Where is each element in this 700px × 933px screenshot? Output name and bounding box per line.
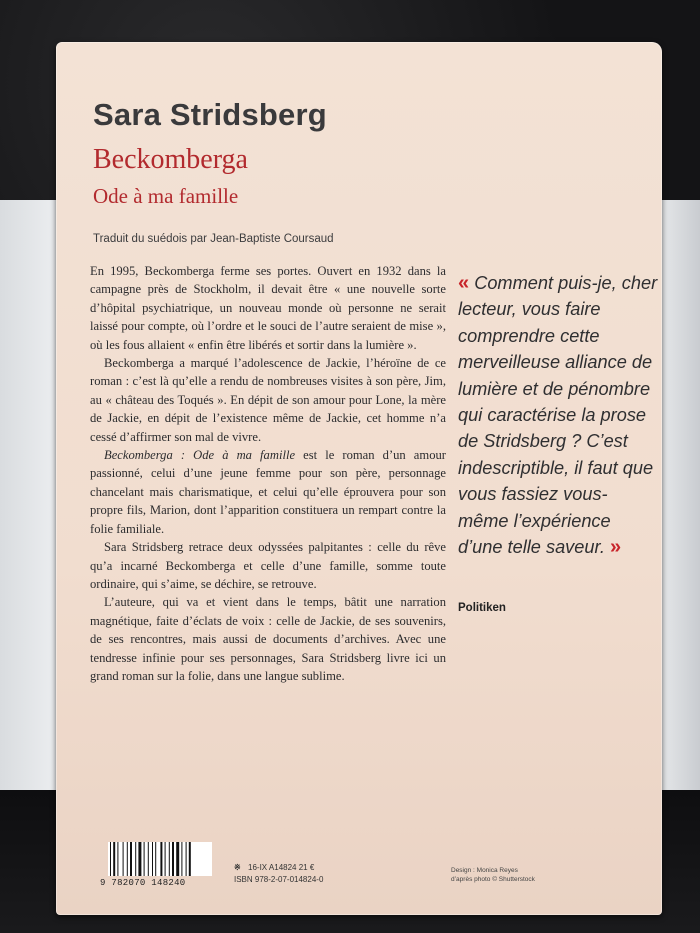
book-back-cover: [56, 42, 662, 915]
author-name: Sara Stridsberg: [93, 97, 327, 132]
pub-code: 16-IX A14824 21 €: [248, 863, 315, 872]
isbn-barcode: [100, 842, 220, 892]
book-subtitle: Ode à ma famille: [93, 184, 239, 208]
quote-text: Comment puis-je, cher lecteur, vous faire comprendre cette merveilleuse alliance de lumière et de pénombre qui caractérise la prose de Stridsberg ? C’est indescriptible, il faut que vous fassiez vous-même l’expérience d’une telle saveur.: [458, 273, 658, 558]
barcode-number: 9 782070 148240: [100, 878, 186, 888]
blurb-paragraph: Beckomberga : Ode à ma famille est le roman d’un amour passionné, celui d’une jeune femme pour son père, personnage chancelant mais charismatique, et celui qu’elle éprouvera pour son propre fils, Marion, dont l’apparition constituera un rempart contre la folie familiale.: [90, 448, 446, 536]
blurb-paragraph: Sara Stridsberg retrace deux odyssées palpitantes : celle du rêve qu’a incarné Beckomberga et celle d’une famille, somme toute ordinaire, qui s’aime, se déchire, se retrouve.: [90, 540, 446, 591]
press-quote: [458, 270, 658, 560]
blurb-text: [90, 262, 446, 685]
blurb-paragraph: L’auteure, qui va et vient dans le temps, bâtit une narration magnétique, faite d’éclats de voix : celle de Jackie, de ses souvenirs, de ses rencontres, mais aussi de documents d’archives. Avec une tendresse infinie pour ses personnages, Sara Stridsberg livre ici un grand roman sur la folie, dans une langue sublime.: [90, 595, 446, 683]
quote-open-mark: «: [458, 272, 470, 294]
quote-close-mark: »: [610, 536, 622, 559]
publisher-info: [234, 862, 323, 886]
design-credit-line: Design : Monica Reyes: [451, 867, 518, 874]
design-credits: [451, 866, 535, 884]
white-wall-left: [0, 200, 64, 800]
photo-credit-line: d’après photo © Shutterstock: [451, 876, 535, 883]
book-title: Beckomberga: [93, 144, 248, 175]
barcode-icon: [108, 842, 212, 876]
publisher-logo-icon: ※: [234, 863, 241, 872]
blurb-paragraph: En 1995, Beckomberga ferme ses portes. Ouvert en 1932 dans la campagne près de Stockholm, il devait être « une nouvelle sorte d’hôpital psychiatrique, un nouveau monde où personne ne serait laissé pour compte, où l’ordre et le souci de l’autre seraient de mise », où les fous allaient « enfin être libérés et sortir dans la lumière ».: [90, 264, 446, 352]
isbn-text: ISBN 978-2-07-014824-0: [234, 875, 324, 884]
blurb-paragraph: Beckomberga a marqué l’adolescence de Jackie, l’héroïne de ce roman : c’est là qu’elle a rendu de nombreuses visites à son père, Jim, au « château des Toqués ». En dépit de son amour pour Lone, la mère de Jackie, en dépit de l’existence même de Jackie, cet homme n’a cessé d’affirmer son mal de vivre.: [90, 356, 446, 444]
blurb-italic-title: Beckomberga : Ode à ma famille: [104, 448, 296, 463]
quote-source: Politiken: [458, 602, 506, 614]
translator-credit: Traduit du suédois par Jean-Baptiste Coursaud: [93, 233, 334, 245]
white-wall-right: [660, 200, 700, 820]
